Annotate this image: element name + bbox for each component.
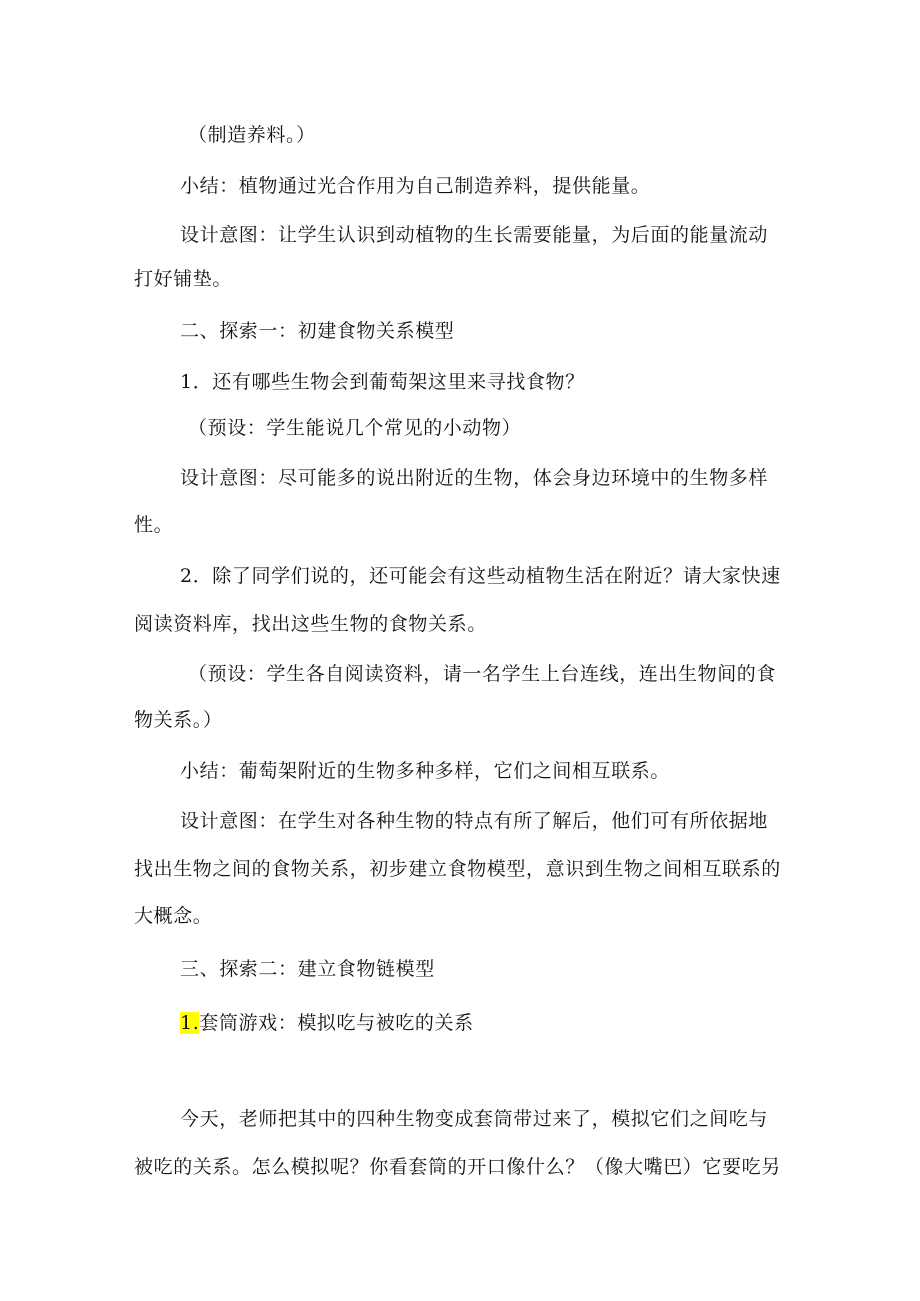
- paragraph-line: 性。: [134, 514, 174, 536]
- paragraph-line: （制造养料。）: [188, 124, 316, 146]
- highlighted-number: 1.: [180, 1012, 200, 1034]
- paragraph-line: 物关系。）: [134, 709, 223, 731]
- section-heading: 二、探索一：初建食物关系模型: [180, 320, 455, 342]
- paragraph-line: 小结：葡萄架附近的生物多种多样，它们之间相互联系。: [180, 760, 671, 782]
- paragraph-line: 大概念。: [134, 905, 213, 927]
- list-item: [180, 1010, 920, 1036]
- paragraph-line: （预设：学生能说几个常见的小动物）: [188, 417, 522, 439]
- paragraph-line: 设计意图：在学生对各种生物的特点有所了解后，他们可有所依据地: [180, 810, 769, 832]
- paragraph-line: （预设：学生各自阅读资料，请一名学生上台连线，连出生物间的食: [188, 663, 777, 685]
- paragraph-line: 设计意图：尽可能多的说出附近的生物，体会身边环境中的生物多样: [180, 467, 769, 489]
- paragraph-line: 今天，老师把其中的四种生物变成套筒带过来了，模拟它们之间吃与: [180, 1108, 769, 1130]
- paragraph-line: 被吃的关系。怎么模拟呢？你看套筒的开口像什么？（像大嘴巴）它要吃另: [134, 1156, 781, 1178]
- paragraph-line: 1．还有哪些生物会到葡萄架这里来寻找食物？: [180, 371, 585, 393]
- paragraph-line: 2．除了同学们说的，还可能会有这些动植物生活在附近？请大家快速: [180, 565, 781, 587]
- paragraph-line: 找出生物之间的食物关系，初步建立食物模型，意识到生物之间相互联系的: [134, 858, 781, 880]
- paragraph-line: 小结：植物通过光合作用为自己制造养料，提供能量。: [180, 175, 651, 197]
- list-item-text: 套筒游戏：模拟吃与被吃的关系: [199, 1012, 474, 1034]
- paragraph-line: 打好铺垫。: [134, 268, 233, 290]
- section-heading: 三、探索二：建立食物链模型: [180, 958, 435, 980]
- paragraph-line: 设计意图：让学生认识到动植物的生长需要能量，为后面的能量流动: [180, 224, 769, 246]
- paragraph-line: 阅读资料库，找出这些生物的食物关系。: [134, 613, 487, 635]
